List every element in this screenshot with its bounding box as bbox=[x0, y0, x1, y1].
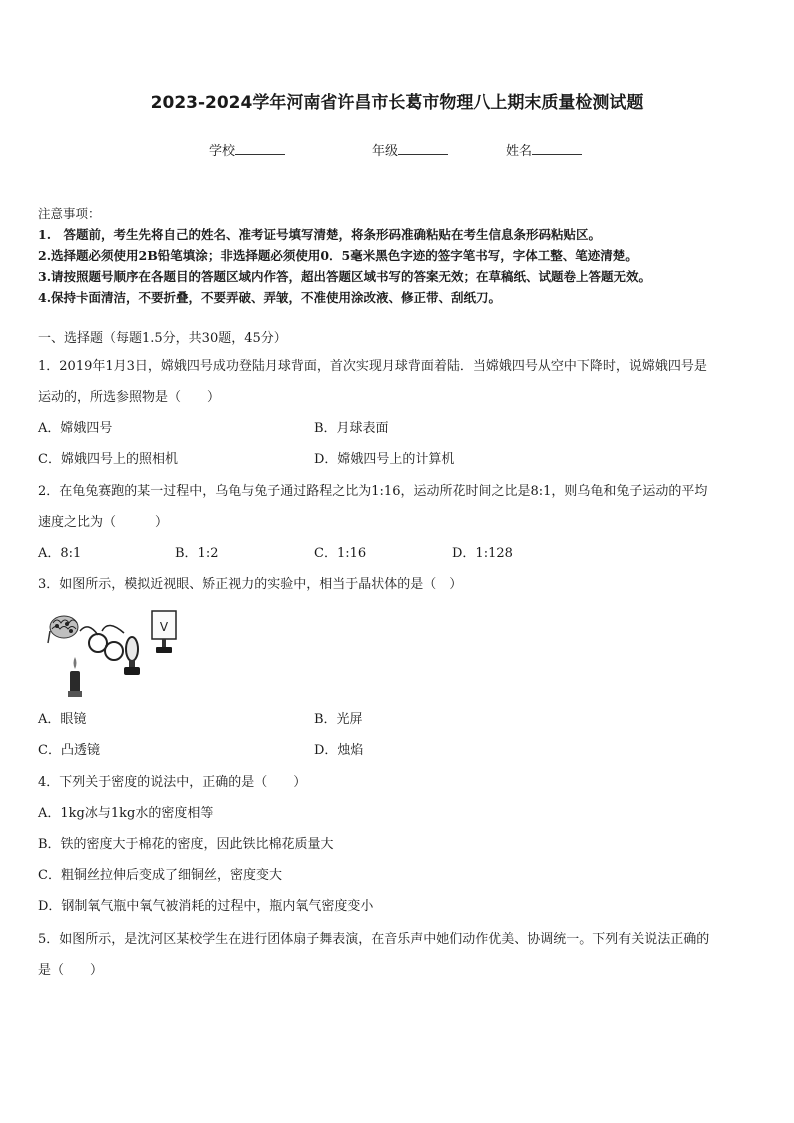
grade-field bbox=[372, 140, 448, 159]
note-item-2: 2.选择题必须使用2B铅笔填涂；非选择题必须使用0．5毫米黑色字迹的签字笔书写，字体工整、笔迹清楚。 bbox=[38, 248, 638, 263]
q4-option-a: A．1kg冰与1kg水的密度相等 bbox=[38, 806, 214, 821]
convex-lens-icon bbox=[124, 637, 140, 675]
school-label: 学校 bbox=[209, 144, 236, 159]
q1-stem-line2: 运动的，所选参照物是（ ） bbox=[38, 390, 221, 405]
school-blank bbox=[235, 142, 285, 155]
q2-option-d: D．1:128 bbox=[452, 546, 513, 561]
q2-stem-line1: 2．在龟兔赛跑的某一过程中，乌龟与兔子通过路程之比为1:16，运动所花时间之比是8:1，则乌龟和兔子运动的平均 bbox=[38, 484, 708, 499]
note-item-1: 1. 答题前，考生先将自己的姓名、准考证号填写清楚，将条形码准确粘贴在考生信息条形码粘贴区。 bbox=[38, 227, 602, 242]
section-title: 一、选择题（每题1.5分，共30题，45分） bbox=[38, 331, 287, 346]
q3-option-c: C．凸透镜 bbox=[38, 743, 100, 758]
notes-block bbox=[38, 203, 651, 308]
glasses-icon bbox=[80, 625, 124, 660]
q2-option-c: C．1:16 bbox=[314, 546, 367, 561]
grade-label: 年级 bbox=[372, 144, 399, 159]
name-blank bbox=[532, 142, 582, 155]
page-title: 2023-2024学年河南省许昌市长葛市物理八上期末质量检测试题 bbox=[150, 93, 644, 113]
school-field bbox=[209, 140, 285, 159]
q1-option-a: A．嫦娥四号 bbox=[38, 421, 113, 436]
name-label: 姓名 bbox=[506, 144, 533, 159]
name-field bbox=[506, 140, 582, 159]
notes-heading: 注意事项： bbox=[38, 206, 101, 221]
q5-stem-line2: 是（ ） bbox=[38, 963, 104, 978]
grade-blank bbox=[398, 142, 448, 155]
q4-option-b: B．铁的密度大于棉花的密度，因此铁比棉花质量大 bbox=[38, 837, 334, 852]
optics-experiment-figure bbox=[40, 607, 180, 703]
light-screen-icon bbox=[152, 611, 176, 653]
note-item-3: 3.请按照题号顺序在各题目的答题区域内作答，超出答题区域书写的答案无效；在草稿纸、试题卷上答题无效。 bbox=[38, 269, 652, 284]
screen-letter: V bbox=[159, 620, 169, 634]
q2-option-a: A．8:1 bbox=[38, 546, 82, 561]
q3-option-a: A．眼镜 bbox=[38, 712, 87, 727]
q2-stem-line2: 速度之比为（ ） bbox=[38, 515, 169, 530]
q3-stem-line1: 3．如图所示，模拟近视眼、矫正视力的实验中，相当于晶状体的是（ ） bbox=[38, 577, 463, 592]
q2-option-b: B．1:2 bbox=[175, 546, 219, 561]
q1-option-c: C．嫦娥四号上的照相机 bbox=[38, 452, 178, 467]
q4-option-c: C．粗铜丝拉伸后变成了细铜丝，密度变大 bbox=[38, 868, 282, 883]
note-item-4: 4.保持卡面清洁，不要折叠，不要弄破、弄皱，不准使用涂改液、修正带、刮纸刀。 bbox=[38, 290, 502, 305]
q1-stem-line1: 1．2019年1月3日，嫦娥四号成功登陆月球背面，首次实现月球背面着陆．当嫦娥四号从空中下降时，说嫦娥四号是 bbox=[38, 359, 707, 374]
q1-option-d: D．嫦娥四号上的计算机 bbox=[314, 452, 455, 467]
q4-stem-line1: 4．下列关于密度的说法中，正确的是（ ） bbox=[38, 775, 307, 790]
q3-option-d: D．烛焰 bbox=[314, 743, 364, 758]
q5-stem-line1: 5．如图所示，是沈河区某校学生在进行团体扇子舞表演，在音乐声中她们动作优美、协调统一。下列有关说法正确的 bbox=[38, 932, 710, 947]
q1-option-b: B．月球表面 bbox=[314, 421, 389, 436]
q4-option-d: D．钢制氧气瓶中氧气被消耗的过程中，瓶内氧气密度变小 bbox=[38, 899, 374, 914]
q3-option-b: B．光屏 bbox=[314, 712, 363, 727]
candle-icon bbox=[48, 616, 82, 697]
